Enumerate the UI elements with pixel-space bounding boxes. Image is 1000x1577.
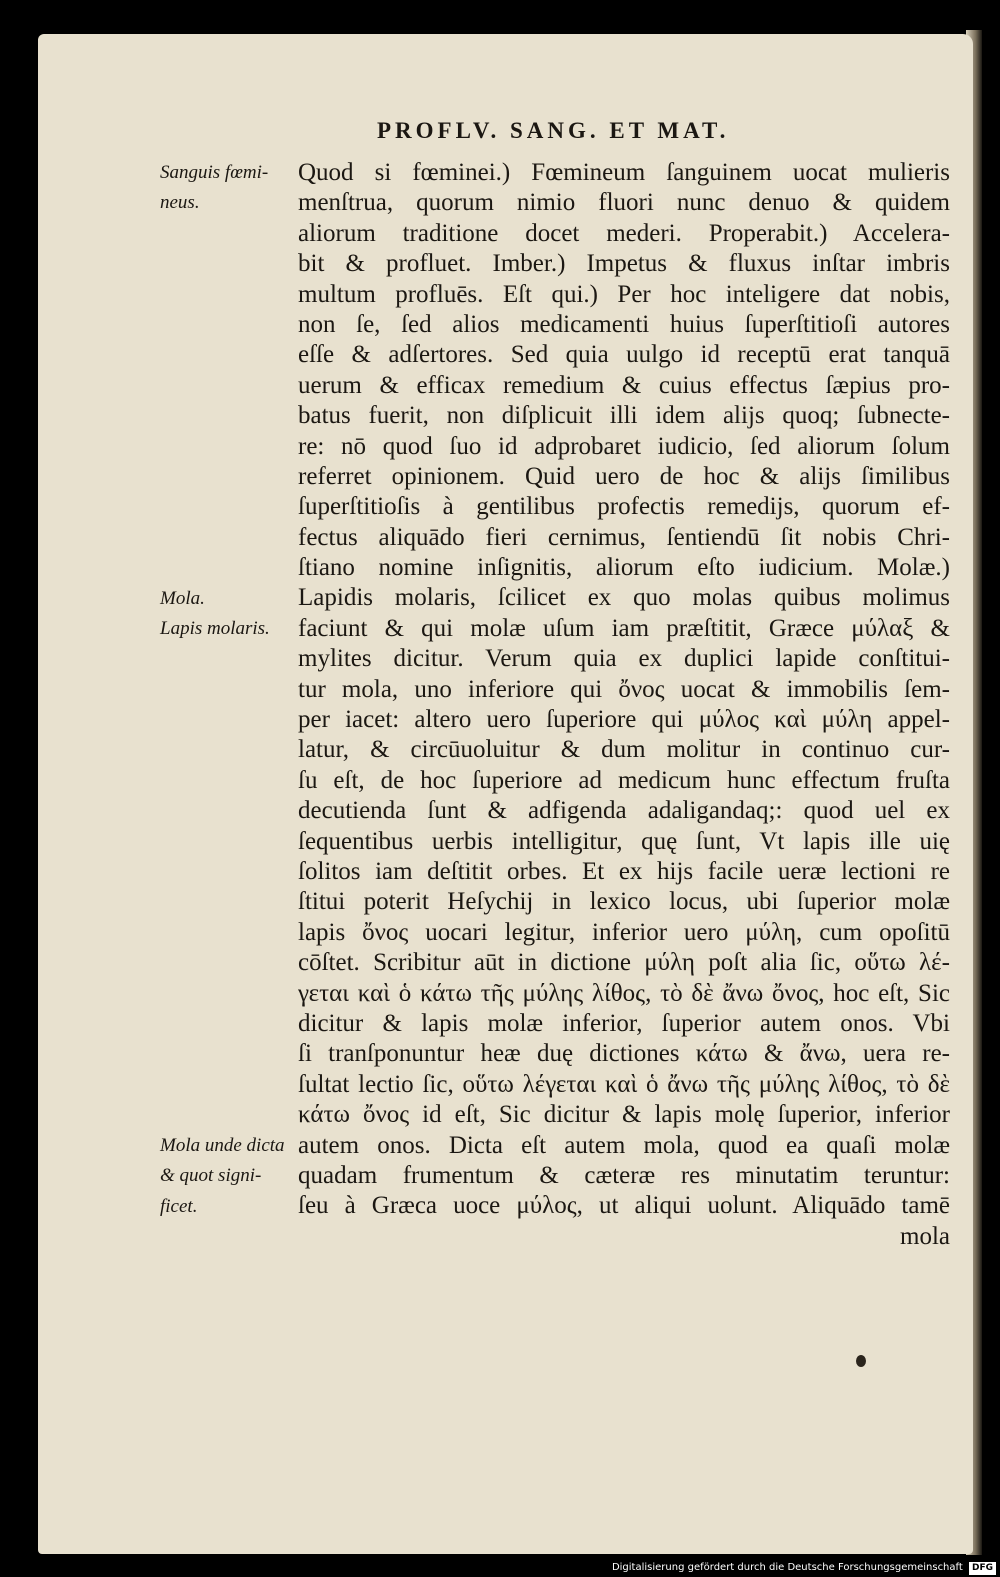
margin-note: Mola unde dicta [160,1134,285,1156]
text-line: Lapidis molaris, ſcilicet ex quo molas quibus molimus [298,584,950,612]
text-line: faciunt & qui molæ uſum iam præſtitit, Græce μύλαξ & [298,614,950,642]
text-line: eſſe & adſertores. Sed quia uulgo id receptū erat tanquā [298,341,950,369]
text-line: quadam frumentum & cæteræ res minutatim teruntur: [298,1161,950,1189]
text-line: decutienda ſunt & adfigenda adaligandaq;: quod uel ex [298,797,950,825]
text-line: tur mola, uno inferiore qui ὄνος uocat & immobilis ſem- [298,675,950,703]
margin-note: ficet. [160,1195,198,1217]
text-line: menſtrua, quorum nimio fluori nunc denuo & quidem [298,189,950,217]
running-head: PROFLV. SANG. ET MAT. [377,118,730,143]
footer-credit: Digitalisierung gefördert durch die Deutsche Forschungsgemeinschaft [611,1562,963,1573]
body-text [298,158,950,1252]
text-line: uerum & efficax remedium & cuius effectus ſæpius pro- [298,371,950,399]
text-line: ſolitos iam deſtitit orbes. Et ex hijs facile ueræ lectioni re [298,857,950,885]
text-line: mylites dicitur. Verum quia ex duplici lapide conſtitui- [298,645,950,673]
text-line: dicitur & lapis molæ inferior, ſuperior autem onos. Vbi [298,1009,950,1037]
text-line: Quod si fœminei.) Fœmineum ſanguinem uocat mulieris [298,159,950,186]
text-line: batus fuerit, non diſplicuit illi idem alijs quoq; ſubnecte- [298,402,950,430]
text-line: lapis ὄνος uocari legitur, inferior uero μύλη, cum opoſitū [298,918,950,946]
text-line: ſequentibus uerbis intelligitur, quę ſunt, Vt lapis ille uię [298,827,950,855]
text-line: multum profluēs. Eſt qui.) Per hoc inteligere dat nobis, [298,280,950,308]
text-line: ſtiano nomine inſignitis, aliorum eſto iudicium. Molæ.) [298,554,950,582]
text-line: ſultat lectio ſic, οὕτω λέγεται καὶ ὁ ἄνω τῆς μύλης λίθος, τὸ δὲ [298,1070,950,1098]
text-line: latur, & circūuoluitur & dum molitur in continuo cur- [298,736,950,764]
text-line: ſuperſtitioſis à gentilibus profectis remedijs, quorum ef- [298,493,950,521]
text-line: γεται καὶ ὁ κάτω τῆς μύλης λίθος, τὸ δὲ ἄνω ὄνος, hoc eſt, Sic [298,979,950,1007]
margin-note: neus. [160,192,200,214]
margin-note: Lapis molaris. [160,618,270,639]
dfg-logo: DFG [969,1562,996,1575]
text-line: ſi tranſponuntur heæ duę dictiones κάτω & ἄνω, uera re- [298,1040,950,1068]
text-line: ſeu à Græca uoce μύλος, ut aliqui uolunt. Aliquādo tamē [298,1192,950,1220]
text-line: cōſtet. Scribitur aūt in dictione μύλη poſt alia ſic, οὕτω λέ- [298,949,950,977]
text-line: per iacet: altero uero ſuperiore qui μύλος καὶ μύλη appel- [298,706,950,734]
text-line: aliorum traditione docet mederi. Properabit.) Accelera- [298,219,950,247]
text-line: ſu eſt, de hoc ſuperiore ad medicum hunc effectum fruſta [298,766,950,794]
text-line: bit & profluet. Imber.) Impetus & fluxus inſtar imbris [298,250,950,278]
text-line: κάτω ὄνος id eſt, Sic dicitur & lapis molę ſuperior, inferior [298,1101,950,1129]
footer-credit-bar [600,1559,1000,1577]
text-line: referret opinionem. Quid uero de hoc & alijs ſimilibus [298,462,950,490]
text-line: fectus aliquādo fieri cernimus, ſentiendū ſit nobis Chri- [298,523,950,551]
text-line: autem onos. Dicta eſt autem mola, quod ea quaſi molæ [298,1131,950,1159]
margin-note: Sanguis fœmi- [160,162,269,183]
text-line: non ſe, ſed alios medicamenti huius ſuperſtitioſi autores [298,310,950,338]
margin-note: & quot signi- [160,1165,262,1187]
ink-spot [856,1355,866,1367]
text-line: ſtitui poterit Heſychij in lexico locus, ubi ſuperior molæ [298,888,950,916]
margin-note: Mola. [160,587,205,609]
text-line: mola [900,1222,950,1250]
text-line: re: nō quod ſuo id adprobaret iudicio, ſed aliorum ſolum [298,432,950,460]
